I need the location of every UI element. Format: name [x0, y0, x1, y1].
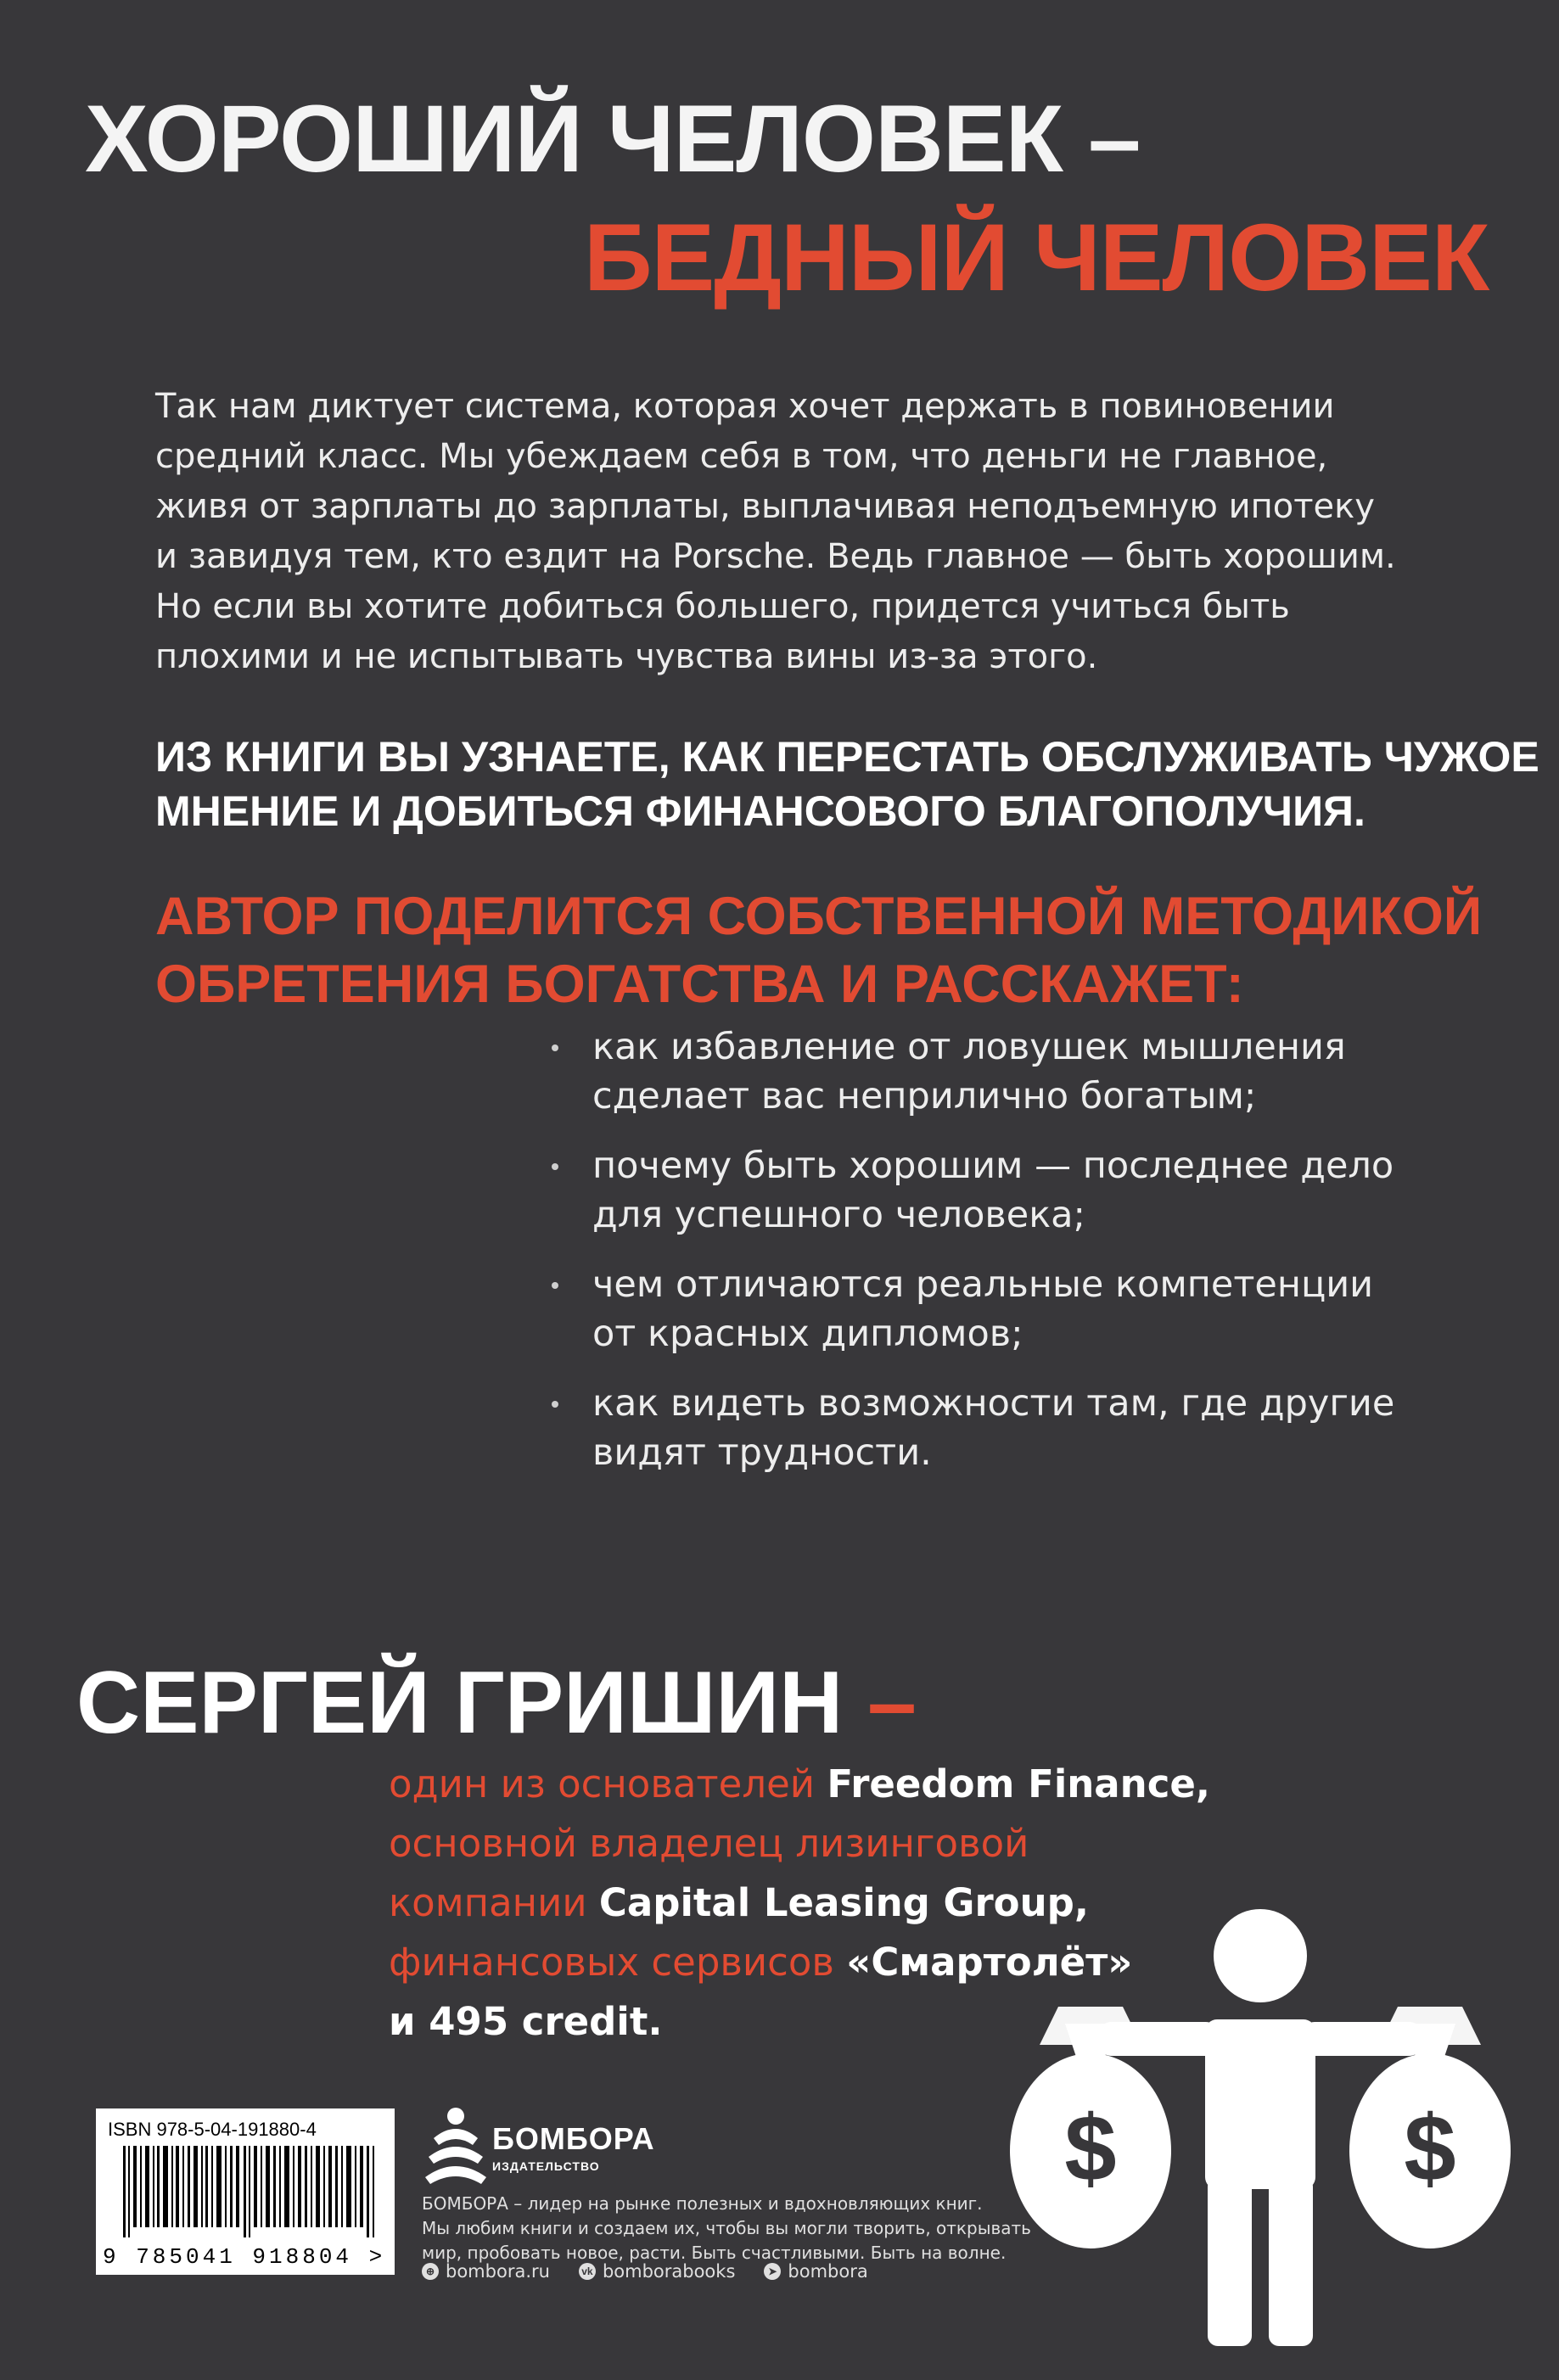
bullet-line: чем отличаются реальные компетенции [592, 1263, 1374, 1306]
publisher-description [422, 2192, 1031, 2265]
barcode-bars [123, 2146, 378, 2237]
intro-line: и завидуя тем, кто ездит на Porsche. Ведь главное — быть хорошим. [155, 537, 1396, 576]
bullet-line: как избавление от ловушек мышления [592, 1026, 1346, 1068]
author-name-text: СЕРГЕЙ ГРИШИН [76, 1654, 844, 1752]
bio-plain: один из основателей [389, 1761, 827, 1806]
bullet-line: сделает вас неприлично богатым; [592, 1075, 1257, 1117]
author-lead-line: ОБРЕТЕНИЯ БОГАТСТВА И РАССКАЖЕТ: [155, 955, 1244, 1014]
globe-icon: ⊕ [422, 2263, 439, 2280]
social-label: bombora [788, 2261, 868, 2282]
title-line-2: БЕДНЫЙ ЧЕЛОВЕК [584, 204, 1489, 311]
intro-paragraph [155, 382, 1513, 682]
bullet-dot-icon [552, 1163, 558, 1170]
svg-text:$: $ [1404, 2097, 1456, 2201]
author-lead-line: АВТОР ПОДЕЛИТСЯ СОБСТВЕННОЙ МЕТОДИКОЙ [155, 887, 1483, 946]
intro-line: плохими и не испытывать чувства вины из-за этого. [155, 637, 1098, 676]
bullet-line: почему быть хорошим — последнее дело [592, 1145, 1394, 1187]
bio-plain: финансовых сервисов [389, 1940, 847, 1985]
social-label: bombora.ru [446, 2261, 550, 2282]
intro-line: Так нам диктует система, которая хочет держать в повиновении [155, 387, 1335, 426]
bullet-item [552, 1260, 1394, 1358]
bullet-item [552, 1379, 1394, 1477]
social-label: bomborabooks [602, 2261, 736, 2282]
bullet-dot-icon [552, 1044, 558, 1051]
publisher-description-line: Мы любим книги и создаем их, чтобы вы могли творить, открывать [422, 2218, 1031, 2238]
bullet-dot-icon [552, 1282, 558, 1289]
intro-line: средний класс. Мы убеждаем себя в том, что деньги не главное, [155, 437, 1328, 476]
barcode-digits: 9 785041 918804 > [103, 2244, 386, 2270]
bio-plain: основной владелец лизинговой [389, 1821, 1029, 1866]
intro-line: Но если вы хотите добиться большего, придется учиться быть [155, 587, 1290, 626]
isbn-barcode [96, 2108, 395, 2275]
publisher-subtitle: ИЗДАТЕЛЬСТВО [492, 2159, 600, 2173]
bullet-line: для успешного человека; [592, 1194, 1086, 1236]
telegram-icon: ➤ [764, 2263, 781, 2280]
bullet-line: как видеть возможности там, где другие [592, 1382, 1395, 1425]
title-line-1: ХОРОШИЙ ЧЕЛОВЕК – [85, 86, 1141, 192]
social-link-vk[interactable] [579, 2261, 735, 2282]
author-dash: – [867, 1654, 917, 1752]
bio-bold: Freedom Finance, [827, 1761, 1210, 1806]
social-link-telegram[interactable] [764, 2261, 867, 2282]
bio-bold: и 495 credit. [389, 1999, 663, 2044]
publisher-name: БОМБОРА [492, 2121, 655, 2156]
intro-line: живя от зарплаты до зарплаты, выплачивая неподъемную ипотеку [155, 487, 1375, 526]
social-link-site[interactable] [422, 2261, 550, 2282]
isbn-label: ISBN 978-5-04-191880-4 [108, 2119, 317, 2140]
publisher-description-line: мир, пробовать новое, расти. Быть счастливыми. Быть на волне. [422, 2243, 1007, 2263]
author-lead-heading [155, 882, 1482, 1018]
bullet-line: от красных дипломов; [592, 1313, 1023, 1355]
author-name [76, 1654, 917, 1752]
bio-bold: Capital Leasing Group, [598, 1880, 1089, 1925]
lead-line: ИЗ КНИГИ ВЫ УЗНАЕТЕ, КАК ПЕРЕСТАТЬ ОБСЛУЖИВАТЬ ЧУЖОЕ [155, 733, 1539, 781]
publisher-socials [422, 2261, 868, 2282]
bullet-line: видят трудности. [592, 1431, 932, 1474]
bullet-dot-icon [552, 1401, 558, 1408]
vk-icon: vk [579, 2263, 596, 2280]
bullet-item [552, 1141, 1394, 1240]
lead-line: МНЕНИЕ И ДОБИТЬСЯ ФИНАНСОВОГО БЛАГОПОЛУЧИЯ. [155, 787, 1366, 835]
lead-statement [155, 730, 1539, 838]
man-with-money-bags-illustration [1006, 1828, 1515, 2358]
bullet-item [552, 1022, 1394, 1121]
bombora-logo-icon [422, 2104, 488, 2189]
bio-line [389, 1755, 1210, 1814]
bio-bold: «Смартолёт» [846, 1940, 1133, 1985]
publisher-description-line: БОМБОРА – лидер на рынке полезных и вдохновляющих книг. [422, 2193, 983, 2214]
bio-plain: компании [389, 1880, 599, 1925]
bullet-list [552, 1022, 1394, 1498]
svg-text:$: $ [1064, 2097, 1117, 2201]
